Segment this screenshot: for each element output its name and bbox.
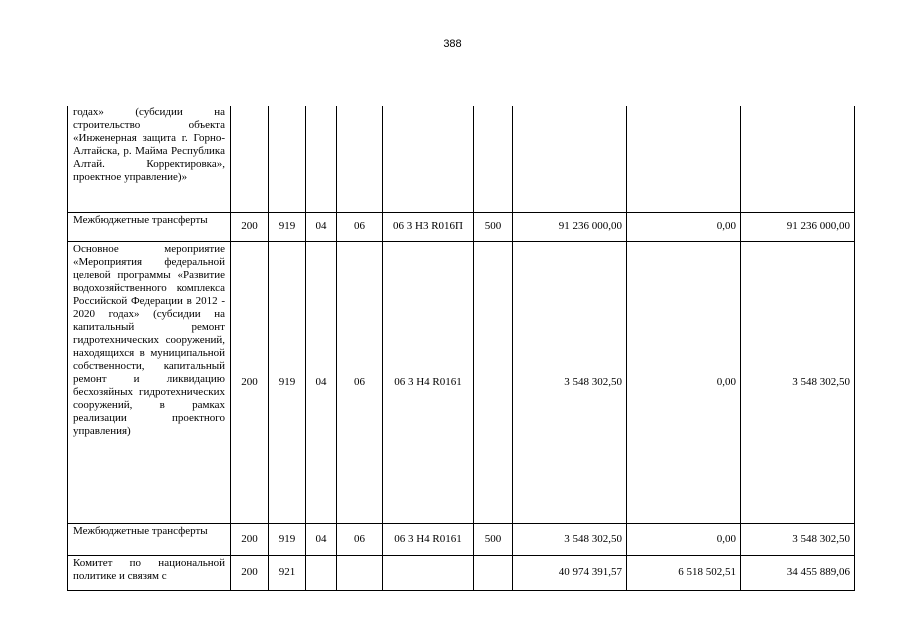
cell-c2: 919 — [269, 241, 306, 523]
cell-c2 — [269, 106, 306, 212]
table-row — [68, 523, 855, 555]
cell-c4: 06 — [337, 523, 383, 555]
cell-c3 — [306, 555, 337, 590]
cell-amount1: 91 236 000,00 — [513, 212, 627, 241]
cell-c1 — [231, 106, 269, 212]
cell-c2: 921 — [269, 555, 306, 590]
cell-c1: 200 — [231, 212, 269, 241]
cell-c5: 06 3 Н4 R0161 — [383, 241, 474, 523]
cell-amount2: 0,00 — [627, 241, 741, 523]
cell-c6: 500 — [474, 212, 513, 241]
cell-amount2: 6 518 502,51 — [627, 555, 741, 590]
cell-amount2: 0,00 — [627, 523, 741, 555]
cell-amount1: 40 974 391,57 — [513, 555, 627, 590]
cell-c6: 500 — [474, 523, 513, 555]
cell-c1: 200 — [231, 523, 269, 555]
cell-amount1: 3 548 302,50 — [513, 523, 627, 555]
cell-amount3: 3 548 302,50 — [741, 241, 855, 523]
budget-table — [67, 106, 855, 591]
cell-amount1: 3 548 302,50 — [513, 241, 627, 523]
row-description: Основное мероприятие «Мероприятия федеральной целевой программы «Развитие водохозяйственного комплекса Российской Федерации в 2012 - 2020 годах» (субсидии на капитальный ремонт гидротехнических сооружений, находящихся в муниципальной собственности, капитальный ремонт и ликвидацию бесхозяйных гидротехнических сооружений, в рамках реализации проектного управления) — [68, 241, 231, 523]
cell-c2: 919 — [269, 212, 306, 241]
cell-c6 — [474, 555, 513, 590]
table-row — [68, 241, 855, 523]
cell-c4: 06 — [337, 241, 383, 523]
cell-c4: 06 — [337, 212, 383, 241]
cell-c6 — [474, 106, 513, 212]
cell-c3: 04 — [306, 212, 337, 241]
cell-c1: 200 — [231, 555, 269, 590]
cell-amount3: 34 455 889,06 — [741, 555, 855, 590]
page-number: 388 — [443, 38, 462, 50]
cell-c3 — [306, 106, 337, 212]
cell-c1: 200 — [231, 241, 269, 523]
cell-c5: 06 3 Н4 R0161 — [383, 523, 474, 555]
cell-amount2: 0,00 — [627, 212, 741, 241]
cell-amount3: 3 548 302,50 — [741, 523, 855, 555]
cell-c4 — [337, 106, 383, 212]
cell-c5 — [383, 555, 474, 590]
cell-c3: 04 — [306, 241, 337, 523]
cell-amount1 — [513, 106, 627, 212]
table-row — [68, 106, 855, 212]
row-description: годах» (субсидии на строительство объекта «Инженерная защита г. Горно-Алтайска, р. Майма Республика Алтай. Корректировка», проектное управление)» — [68, 106, 231, 212]
table-row — [68, 212, 855, 241]
row-description: Комитет по национальной политике и связям с — [68, 555, 231, 590]
row-description: Межбюджетные трансферты — [68, 523, 231, 555]
cell-c5: 06 3 Н3 R016П — [383, 212, 474, 241]
cell-c6 — [474, 241, 513, 523]
cell-c3: 04 — [306, 523, 337, 555]
row-description: Межбюджетные трансферты — [68, 212, 231, 241]
cell-c2: 919 — [269, 523, 306, 555]
cell-c5 — [383, 106, 474, 212]
cell-amount2 — [627, 106, 741, 212]
cell-amount3: 91 236 000,00 — [741, 212, 855, 241]
cell-c4 — [337, 555, 383, 590]
table-row — [68, 555, 855, 590]
cell-amount3 — [741, 106, 855, 212]
